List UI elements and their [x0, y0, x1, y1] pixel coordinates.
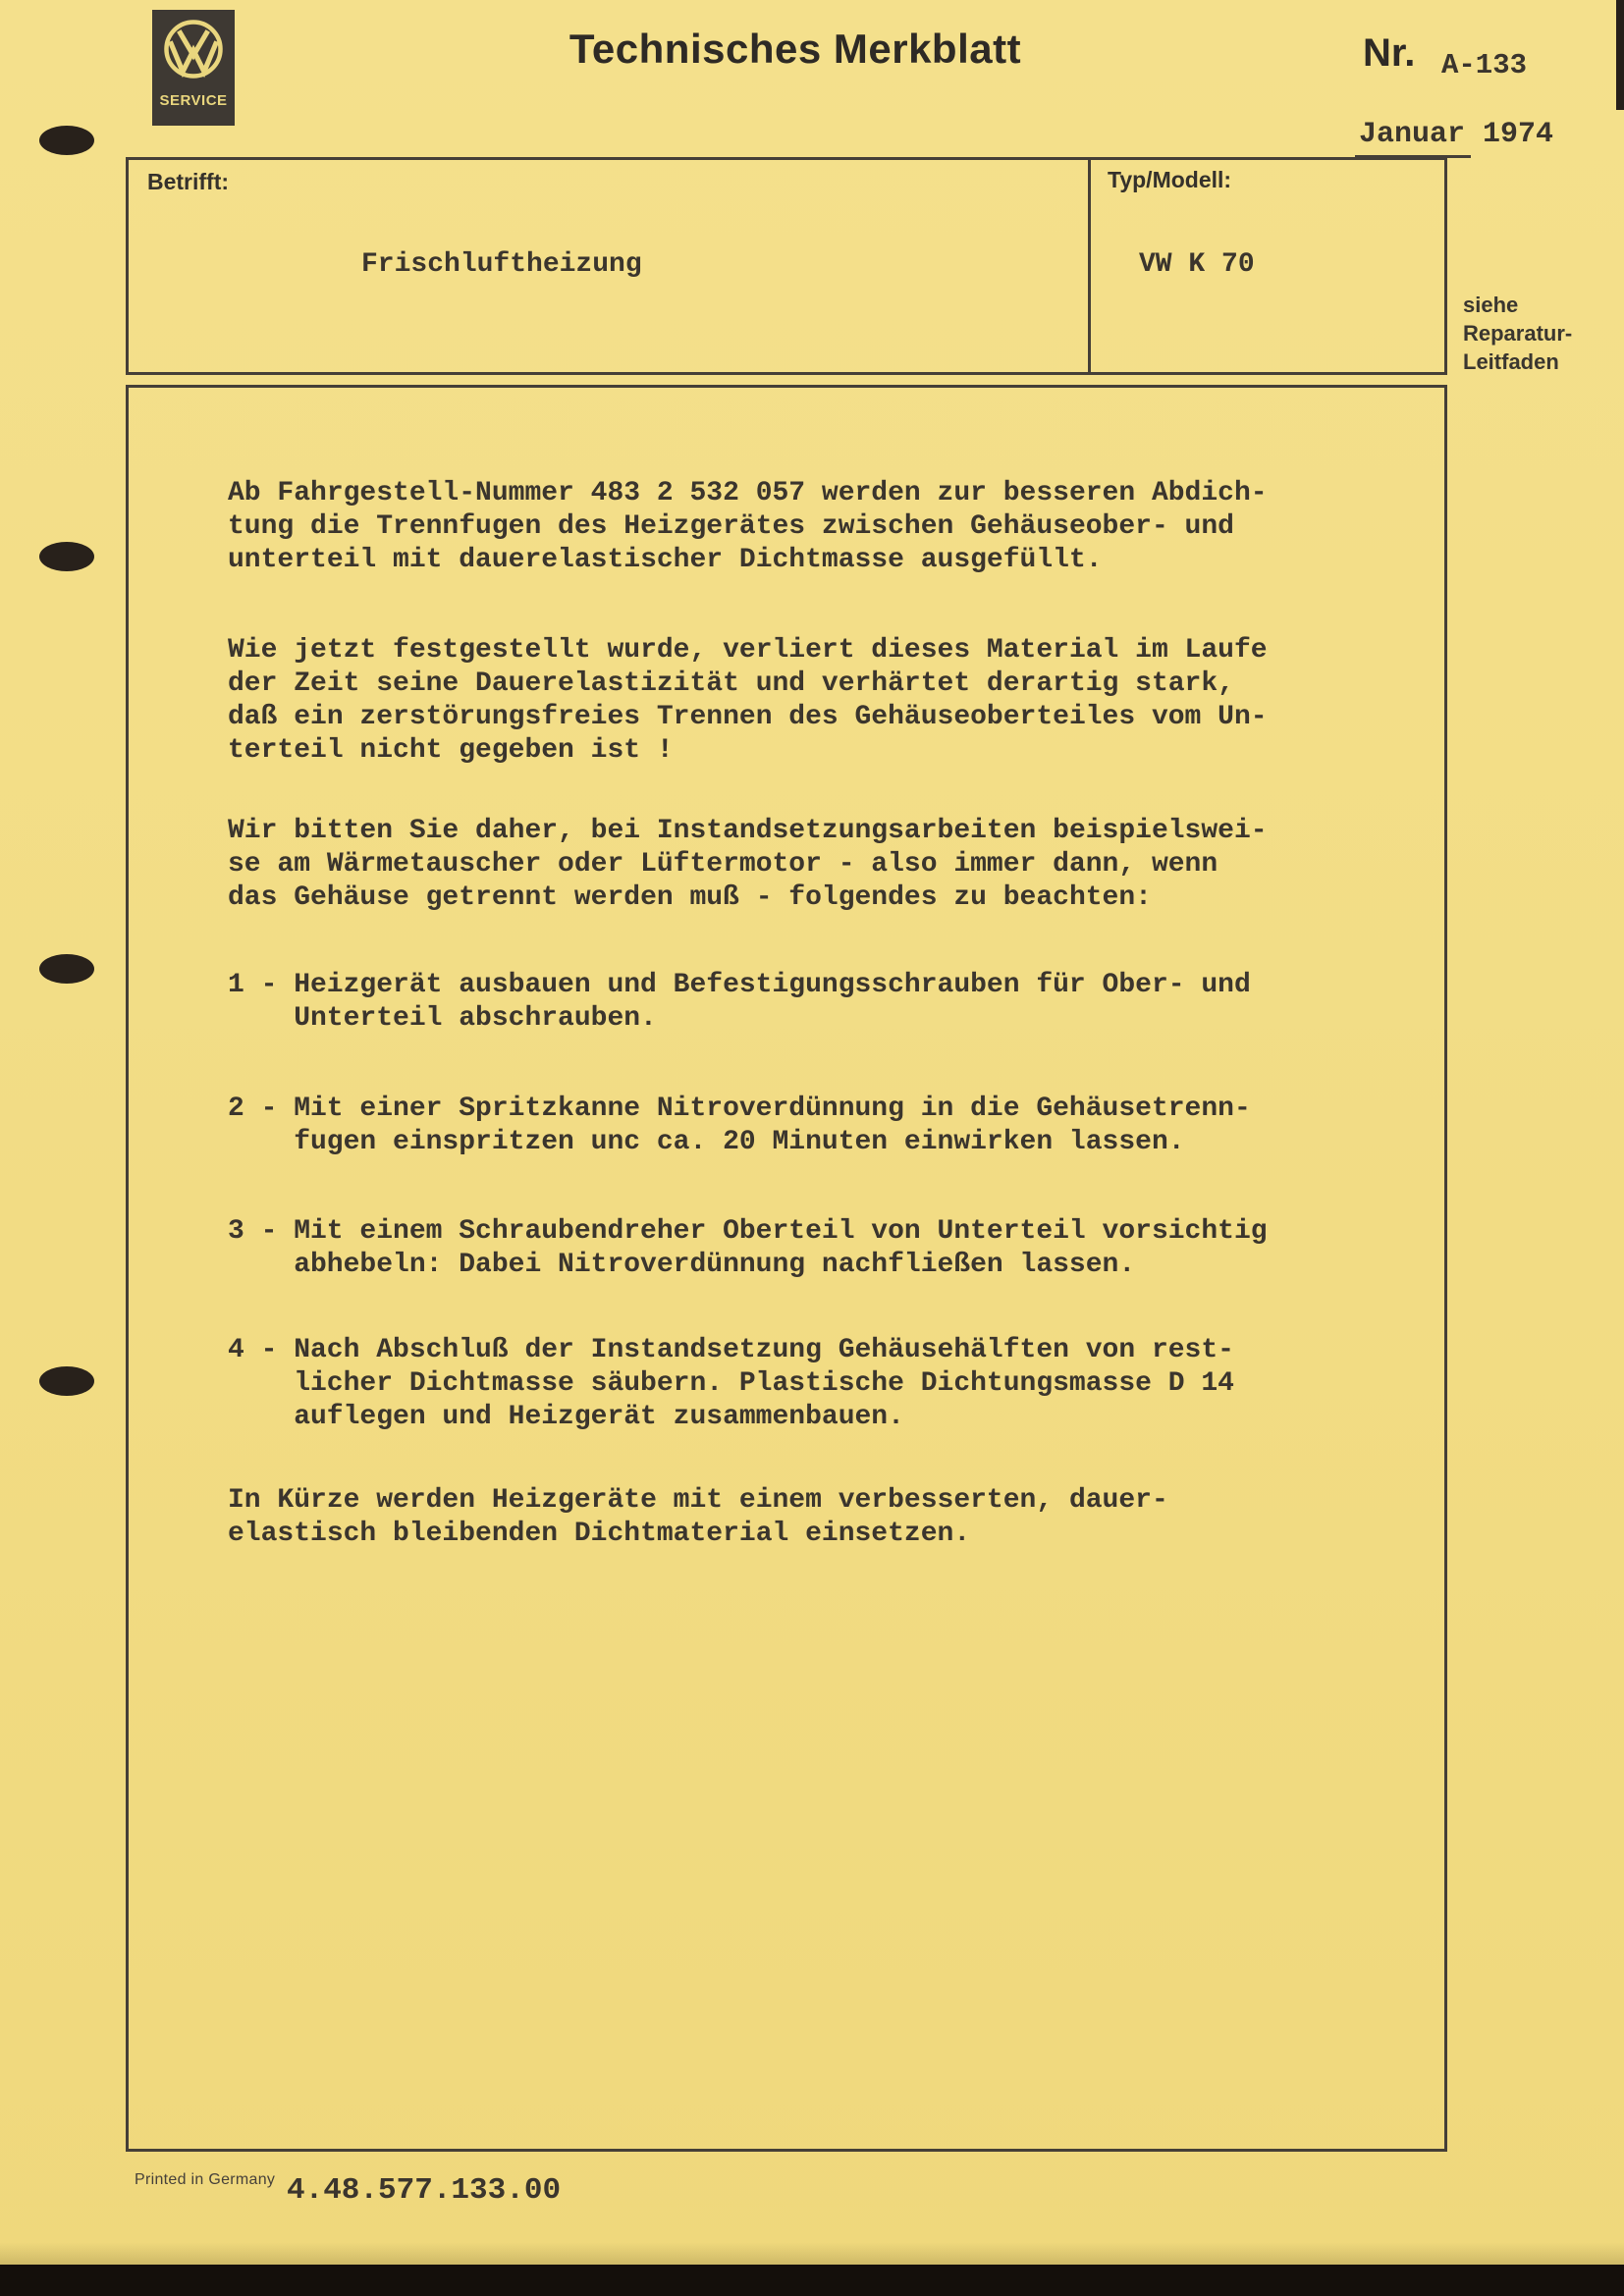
- list-item-number: 3 -: [228, 1216, 278, 1247]
- list-item-text: Mit einer Spritzkanne Nitroverdünnung in die Gehäusetrenn- fugen einspritzen unc ca. 20 Minuten einwirken lassen.: [294, 1094, 1251, 1157]
- vw-roundel-icon: [162, 18, 225, 80]
- meta-table-divider: [1088, 157, 1091, 375]
- list-item-number: 4 -: [228, 1335, 278, 1365]
- bulletin-number-value: A-133: [1441, 49, 1528, 81]
- list-item: [228, 969, 1251, 1036]
- list-item-text: Nach Abschluß der Instandsetzung Gehäusehälften von rest- licher Dichtmasse säubern. Plastische Dichtungsmasse D 14 auflegen und Heizgerät zusammenbauen.: [294, 1335, 1234, 1432]
- logo-caption: SERVICE: [159, 92, 228, 109]
- bulletin-number-label: Nr.: [1363, 31, 1416, 75]
- model-value: VW K 70: [1139, 249, 1255, 280]
- subject-value: Frischluftheizung: [361, 249, 642, 280]
- page-title: Technisches Merkblatt: [568, 26, 1022, 72]
- part-number: 4.48.577.133.00: [287, 2173, 562, 2208]
- punch-hole: [39, 126, 94, 155]
- model-label: Typ/Modell:: [1108, 167, 1232, 192]
- list-item: [228, 1215, 1268, 1282]
- list-item: [228, 1334, 1234, 1434]
- punch-hole: [39, 542, 94, 571]
- punch-hole: [39, 1366, 94, 1396]
- paper-edge-shadow: [0, 2242, 1624, 2265]
- scanner-bed-strip: [0, 2265, 1624, 2296]
- list-item-number: 1 -: [228, 970, 278, 1000]
- list-item: [228, 1093, 1251, 1159]
- closing-paragraph: In Kürze werden Heizgeräte mit einem verbesserten, dauer- elastisch bleibenden Dichtmaterial einsetzen.: [228, 1485, 1168, 1549]
- repair-manual-note: siehe Reparatur- Leitfaden: [1463, 293, 1573, 374]
- paragraph: Wir bitten Sie daher, bei Instandsetzungsarbeiten beispielswei- se am Wärmetauscher oder Lüftermotor - also immer dann, wenn das Gehäuse getrennt werden muß - folgendes zu beachten:: [228, 816, 1268, 913]
- printed-in-label: Printed in Germany: [135, 2171, 276, 2188]
- bulletin-date: Januar 1974: [1359, 118, 1554, 151]
- subject-label: Betrifft:: [147, 169, 230, 194]
- list-item-number: 2 -: [228, 1094, 278, 1124]
- vw-service-logo: [152, 10, 235, 126]
- punch-hole: [39, 954, 94, 984]
- paper-edge-shadow: [1616, 0, 1624, 110]
- list-item-text: Heizgerät ausbauen und Befestigungsschrauben für Ober- und Unterteil abschrauben.: [294, 970, 1251, 1034]
- paragraph: Wie jetzt festgestellt wurde, verliert dieses Material im Laufe der Zeit seine Dauerelastizität und verhärtet derartig stark, daß ein zerstörungsfreies Trennen des Gehäuseoberteiles vom Un- terteil nicht gegeben ist !: [228, 635, 1268, 766]
- paragraph: Ab Fahrgestell-Nummer 483 2 532 057 werden zur besseren Abdich- tung die Trennfugen des Heizgerätes zwischen Gehäuseober- und unterteil mit dauerelastischer Dichtmasse ausgefüllt.: [228, 478, 1268, 575]
- list-item-text: Mit einem Schraubendreher Oberteil von Unterteil vorsichtig abhebeln: Dabei Nitroverdünnung nachfließen lassen.: [294, 1216, 1268, 1280]
